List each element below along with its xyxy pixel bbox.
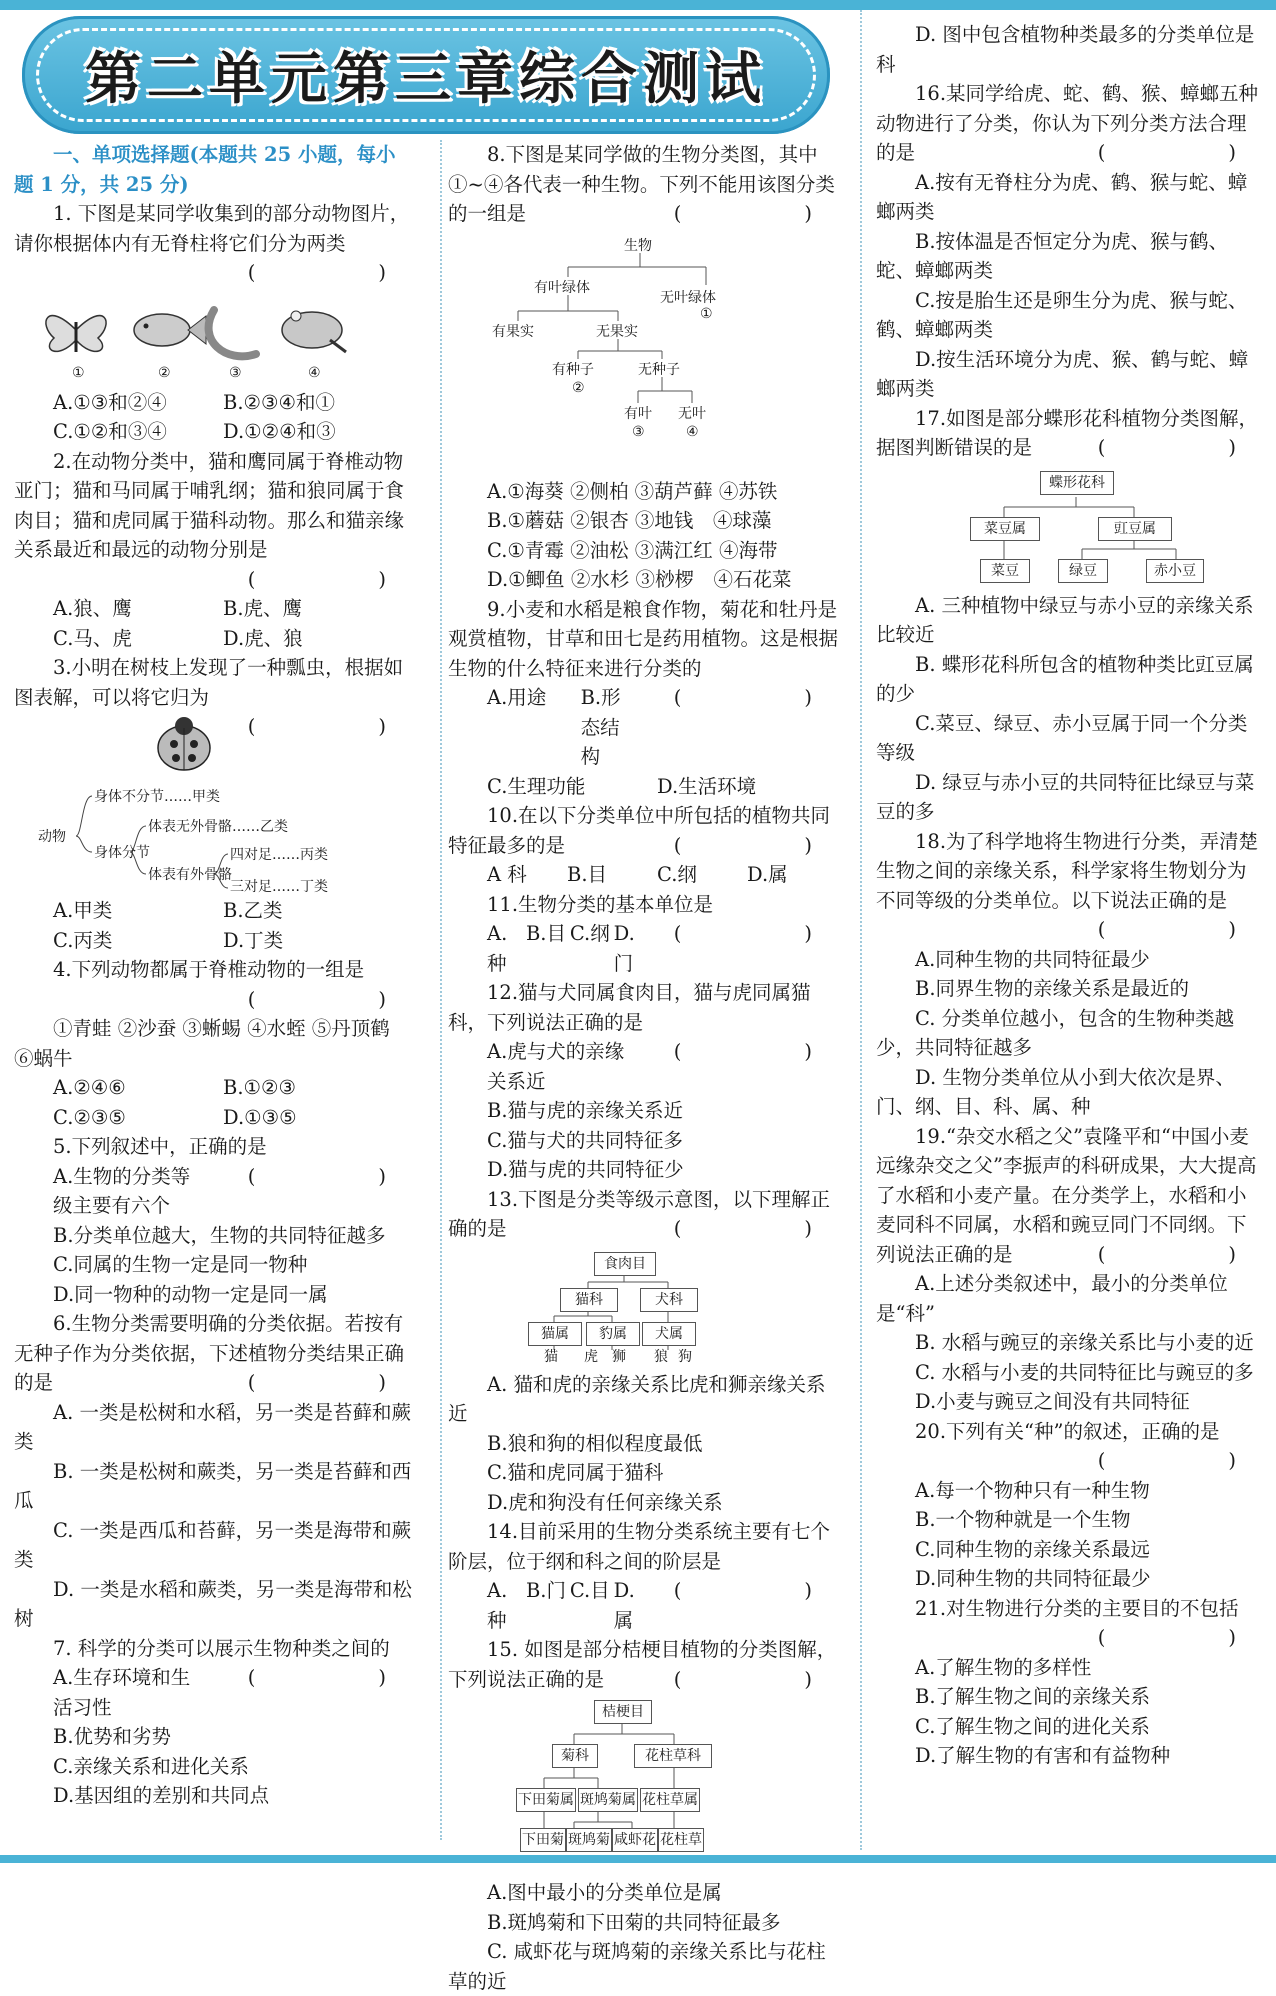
rank-box: 下田菊属 [516,1788,576,1812]
option: B.虎、鹰 [223,597,303,620]
question-stem: 3.小明在树枝上发现了一种瓢虫，根据如图表解，可以将它归为 ( ) [14,656,414,738]
column-3 [876,20,1264,1771]
option: B.分类单位越大，生物的共同特征越多 [53,1223,386,1247]
option: C.猫与犬的共同特征多 [487,1128,683,1152]
option: C. 一类是西瓜和苔藓，另一类是海带和蕨类 [14,1518,412,1571]
key-label: 体表无外骨骼……乙类 [148,819,288,835]
classification-figure-13 [448,1248,840,1366]
option: B.①蘑菇 ②银杏 ③地钱 ④球藻 [487,509,772,532]
question-stem: 7. 科学的分类可以展示生物种类之间的 ( ) [53,1636,414,1689]
option: C.①青霉 ②油松 ③满江红 ④海带 [487,538,778,562]
option: B.门 [525,1579,566,1602]
option: D.小麦与豌豆之间没有共同特征 [915,1390,1190,1413]
option: B.②③④和① [223,390,335,414]
rank-box: 犬科 [640,1288,698,1312]
option: B.目 [567,863,608,886]
question-stem: 12.猫与犬同属食肉目，猫与虎同属猫科，下列说法正确的是 ( ) [448,981,840,1063]
butterfly-icon [46,315,106,351]
option: A.①海葵 ②侧柏 ③葫芦藓 ④苏铁 [487,479,778,503]
classification-figure-17 [876,467,1264,587]
option: D.属 [613,1579,635,1632]
fish-icon [134,314,206,346]
tree-label: 生物 [624,237,652,254]
question-stem: 19.“杂交水稻之父”袁隆平和“中国小麦远缘杂交之父”李振声的科研成果，大大提高了水稻和小麦产量。在分类学上，水稻和小麦同科不同属，水稻和豌豆同门不同纲。下列说法正确的是 ( ) [876,1124,1264,1266]
option: B.乙类 [223,899,283,922]
answer-paren: ( ) [1097,918,1264,941]
classification-figure-8 [448,233,840,473]
question-stem: 21.对生物进行分类的主要目的不包括 [915,1596,1239,1620]
option: D. 生物分类单位从小到大依次是界、门、纲、目、科、属、种 [876,1065,1235,1118]
tree-label: 无叶绿体 [660,289,716,306]
option: C.纲 [657,863,697,886]
option: C.同种生物的亲缘关系最远 [915,1537,1150,1561]
rank-box: 菜豆 [980,559,1030,583]
option: D. 绿豆与赤小豆的共同特征比绿豆与菜豆的多 [876,770,1255,823]
option: C.菜豆、绿豆、赤小豆属于同一个分类等级 [876,711,1248,764]
figure-label: ② [158,364,171,381]
option: A.狼、鹰 [53,597,132,620]
classification-figure-15 [448,1698,840,1874]
question-stem: 14.目前采用的生物分类系统主要有七个阶层，位于纲和科之间的阶层是 ( ) [448,1520,840,1602]
key-label: 身体不分节……甲类 [94,789,220,805]
option: D.了解生物的有害和有益物种 [915,1744,1171,1767]
option: D.同种生物的共同特征最少 [915,1567,1151,1590]
option: D.①鲫鱼 ②水杉 ③桫椤 ④石花菜 [487,568,792,591]
option: C. 水稻与小麦的共同特征比与豌豆的多 [915,1360,1254,1384]
option: D.虎、狼 [223,626,303,650]
option: A.了解生物的多样性 [915,1655,1092,1679]
column-divider [860,10,862,1850]
option: D.生活环境 [657,774,757,798]
answer-paren: ( ) [247,567,414,591]
tree-label: ④ [686,423,699,440]
option: B.按体温是否恒定分为虎、猴与鹤、蛇、蟑螂两类 [876,229,1229,282]
answer-paren: ( ) [1097,1626,1264,1649]
option: A.种 [487,1579,508,1632]
species-label: 狗 [678,1348,692,1365]
option: B.狼和狗的相似程度最低 [487,1431,703,1455]
option: D.①③⑤ [223,1105,297,1129]
option: B.猫与虎的亲缘关系近 [487,1099,684,1122]
option: D.猫与虎的共同特征少 [487,1158,684,1181]
option: A.虎与犬的亲缘关系近 [487,1040,625,1093]
question-stem: 5.下列叙述中，正确的是 ( ) [53,1135,414,1188]
question-items: ①青蛙 ②沙蚕 ③蜥蜴 ④水蛭 ⑤丹顶鹤 ⑥蜗牛 [14,1017,390,1070]
option: A.同种生物的共同特征最少 [915,947,1150,971]
rank-box: 斑鸠菊 [566,1828,612,1852]
option: A.上述分类叙述中，最小的分类单位是“科” [876,1272,1228,1325]
question-stem: 13.下图是分类等级示意图，以下理解正确的是 ( ) [448,1187,840,1240]
option: A. 三种植物中绿豆与赤小豆的亲缘关系比较近 [876,593,1254,646]
option: A. 一类是松树和水稻，另一类是苔藓和蕨类 [14,1400,411,1453]
tree-label: 有种子 [552,361,594,378]
tree-label: 有果实 [492,323,534,340]
rank-box: 桔梗目 [594,1700,652,1724]
question-stem: 10.在以下分类单位中所包括的植物共同特征最多的是 ( ) [448,804,840,857]
option: A.生物的分类等级主要有六个 [53,1164,191,1217]
rank-box: 绿豆 [1058,559,1108,583]
option: C.①②和③④ [53,420,167,443]
tree-label: 有叶 [624,405,652,422]
option: D.属 [747,863,788,886]
frog-icon [282,311,346,352]
question-stem: 20.下列有关“种”的叙述，正确的是 [915,1419,1220,1443]
answer-paren: ( ) [247,261,414,284]
question-stem: 11.生物分类的基本单位是 ( ) [487,892,840,945]
option: A.生存环境和生活习性 [53,1666,191,1719]
option: B.一个物种就是一个生物 [915,1508,1131,1531]
rank-box: 犬属 [642,1322,696,1346]
key-label: 体表有外骨骼 [148,867,232,883]
question-stem: 8.下图是某同学做的生物分类图，其中①~④各代表一种生物。下列不能用该图分类的一组是 ( ) [448,143,840,225]
rank-box: 咸虾花 [612,1828,658,1852]
rank-box: 下田菊 [520,1828,566,1852]
tree-label: ③ [632,423,645,440]
option: C.猫和虎同属于猫科 [487,1461,664,1484]
rank-box: 食肉目 [594,1252,656,1276]
option: A.甲类 [53,899,113,922]
species-label: 猫 [544,1348,558,1365]
rank-box: 豇豆属 [1098,517,1172,541]
species-label: 狼 [654,1348,668,1365]
option: C.亲缘关系和进化关系 [53,1754,249,1778]
option: B.了解生物之间的亲缘关系 [915,1685,1151,1708]
key-label: 身体分节 [94,845,150,861]
question-stem: 1. 下图是某同学收集到的部分动物图片，请你根据体内有无脊柱将它们分为两类 [14,202,410,255]
option: C.同属的生物一定是同一物种 [53,1253,308,1276]
rank-box: 花柱草科 [634,1744,712,1768]
option: D.同一物种的动物一定是同一属 [53,1282,328,1306]
option: B. 蝶形花科所包含的植物种类比豇豆属的少 [876,652,1254,705]
option: C.丙类 [53,928,113,952]
option: C.②③⑤ [53,1105,126,1129]
animal-figure [14,292,414,384]
option: B. 一类是松树和蕨类，另一类是苔藓和西瓜 [14,1459,412,1512]
rank-box: 猫属 [528,1322,582,1346]
figure-label: ① [72,364,85,381]
species-label: 虎 [584,1348,598,1365]
option: A. 猫和虎的亲缘关系比虎和狮亲缘关系近 [448,1372,826,1425]
option: C. 分类单位越小，包含的生物种类越少，共同特征越多 [876,1006,1235,1059]
option: A.图中最小的分类单位是属 [487,1881,722,1904]
question-stem: 17.如图是部分蝶形花科植物分类图解，据图判断错误的是 ( ) [876,406,1264,459]
rank-box: 菊科 [552,1744,598,1768]
title-banner [22,16,830,134]
question-stem: 4.下列动物都属于脊椎动物的一组是 [53,958,365,981]
tree-label: 无种子 [638,361,680,378]
tree-label: 无果实 [596,323,638,340]
key-label: 动物 [38,829,66,845]
column-1 [14,140,414,1811]
option: C.目 [569,1579,610,1602]
page-title: 第二单元第三章综合测试 [85,47,767,112]
option: C. 咸虾花与斑鸠菊的亲缘关系比与花柱草的近 [448,1940,826,1993]
option: C.了解生物之间的进化关系 [915,1714,1150,1738]
figure-label: ③ [229,364,242,381]
question-stem: 9.小麦和水稻是粮食作物，菊花和牡丹是观赏植物，甘草和田七是药用植物。这是根据生物的什么特征来进行分类的 ( ) [448,597,840,709]
option: D.丁类 [223,928,284,952]
figure-label: ④ [308,364,321,381]
rank-box: 赤小豆 [1146,559,1204,583]
question-stem: 16.某同学给虎、蛇、鹤、猴、蟑螂五种动物进行了分类，你认为下列分类方法合理的是 ( ) [876,82,1264,164]
option: D.虎和狗没有任何亲缘关系 [487,1490,723,1514]
option: D. 一类是水稻和蕨类，另一类是海带和松树 [14,1577,412,1630]
question-stem: 6.生物分类需要明确的分类依据。若按有无种子作为分类依据，下述植物分类结果正确的是 ( ) [14,1312,414,1394]
option: A.按有无脊柱分为虎、鹤、猴与蛇、蟑螂两类 [876,170,1248,223]
option: A.①③和②④ [53,390,167,414]
tree-label: ② [572,379,585,396]
option: A.用途 [487,686,547,709]
option: B.同界生物的亲缘关系是最近的 [915,977,1190,1000]
option: D.按生活环境分为虎、猴、鹤与蛇、蟑螂两类 [876,347,1249,400]
option: D.门 [613,922,635,975]
option: A 科 [487,863,527,886]
tree-label: 有叶绿体 [534,279,590,296]
column-divider [440,140,442,1840]
key-label: 三对足……丁类 [230,879,328,895]
rank-box: 花柱草 [658,1828,704,1852]
rank-box: 斑鸠菊属 [578,1788,638,1812]
tree-label: 无叶 [678,405,706,422]
column-2 [448,140,840,1996]
option: B.①②③ [223,1076,296,1099]
option: D.基因组的差别和共同点 [53,1784,270,1807]
question-stem: 15. 如图是部分桔梗目植物的分类图解，下列说法正确的是 ( ) [448,1638,840,1691]
option: B.优势和劣势 [53,1725,172,1748]
question-stem: 18.为了科学地将生物进行分类，弄清楚生物之间的亲缘关系，科学家将生物划分为不同等级的分类单位。以下说法正确的是 [876,829,1259,912]
rank-box: 蝶形花科 [1040,471,1114,495]
species-label: 狮 [612,1348,626,1365]
key-label: 四对足……丙类 [230,847,328,863]
section-heading: 一、单项选择题(本题共 25 小题，每小题 1 分，共 25 分) [14,143,396,196]
worm-icon [209,310,256,356]
option: C.马、虎 [53,626,132,650]
option: A.②④⑥ [53,1076,126,1099]
option: A.每一个物种只有一种生物 [915,1478,1150,1502]
option: C.纲 [569,922,610,945]
tree-label: ① [700,305,713,322]
answer-paren: ( ) [1097,1449,1264,1472]
option: C.生理功能 [487,774,586,798]
option: B.形态结构 [580,686,621,768]
answer-paren: ( ) [247,987,414,1011]
option: A.种 [487,922,508,975]
rank-box: 猫科 [560,1288,618,1312]
option: B.目 [525,922,566,945]
option: B. 水稻与豌豆的亲缘关系比与小麦的近 [915,1331,1254,1354]
option: B.斑鸠菊和下田菊的共同特征最多 [487,1910,781,1934]
question-stem: 2.在动物分类中，猫和鹰同属于脊椎动物亚门；猫和马同属于哺乳纲；猫和狼同属于食肉目；猫和虎同属于猫科动物。那么和猫亲缘关系最近和最远的动物分别是 [14,449,405,561]
option: D. 图中包含植物种类最多的分类单位是科 [876,23,1255,76]
option: C.按是胎生还是卵生分为虎、猴与蛇、鹤、蟑螂两类 [876,288,1248,341]
option: D.①②④和③ [223,420,336,443]
top-bar [0,0,1276,10]
rank-box: 花柱草属 [640,1788,700,1812]
rank-box: 菜豆属 [970,517,1040,541]
rank-box: 豹属 [586,1322,640,1346]
ladybug-key-figure [14,716,414,895]
